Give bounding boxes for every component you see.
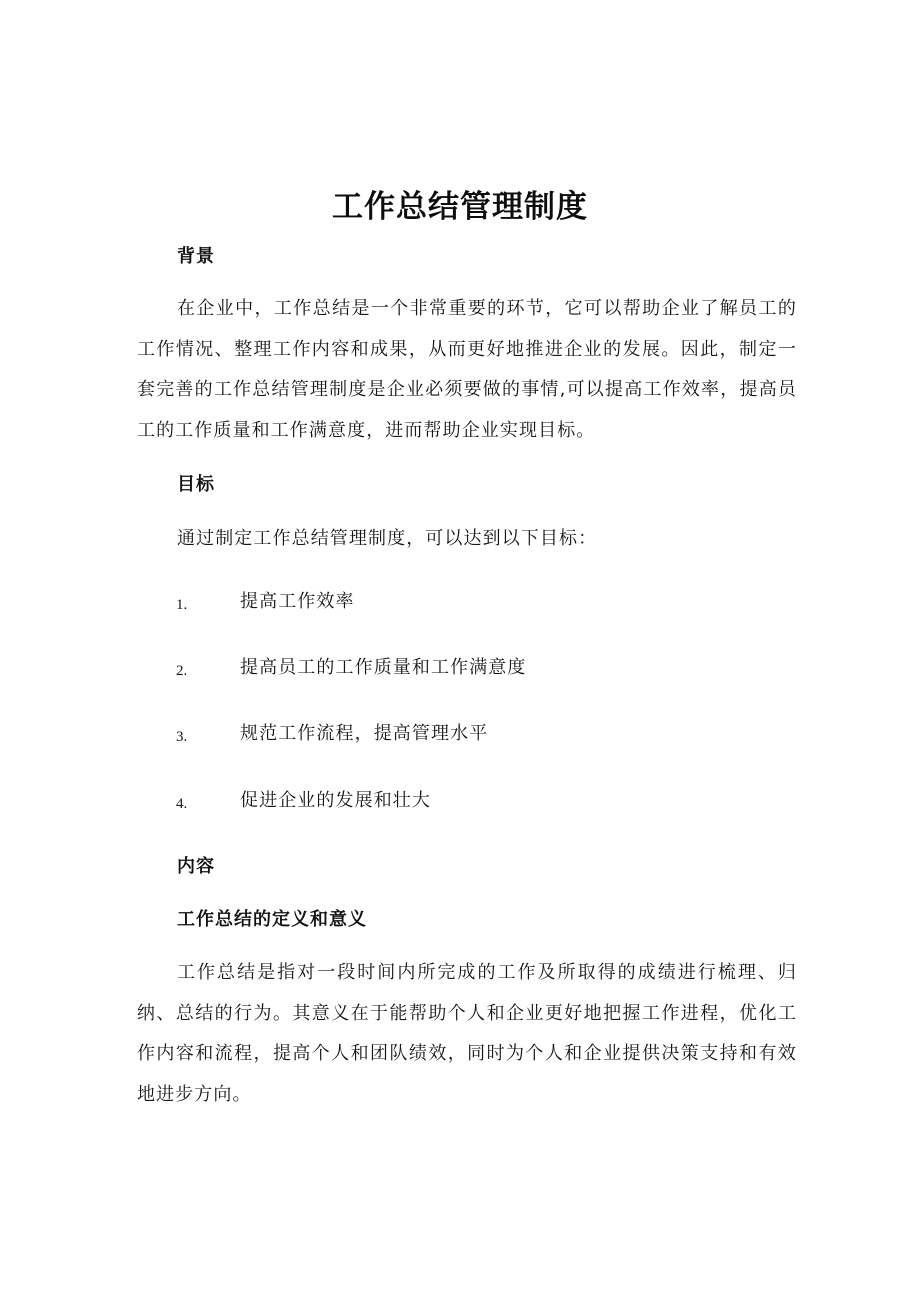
goals-intro: 通过制定工作总结管理制度，可以达到以下目标： xyxy=(177,528,598,549)
list-text: 规范工作流程，提高管理水平 xyxy=(240,723,489,744)
background-paragraph: 在企业中，工作总结是一个非常重要的环节，它可以帮助企业了解员工的工作情况、整理工作内容和成果，从而更好地推进企业的发展。因此，制定一套完善的工作总结管理制度是企业必须要做的事情,可以提高工作效率，提高员工的工作质量和工作满意度，进而帮助企业实现目标。 xyxy=(137,298,797,441)
subsection-heading-definition: 工作总结的定义和意义 xyxy=(177,909,367,930)
definition-paragraph: 工作总结是指对一段时间内所完成的工作及所取得的成绩进行梳理、归纳、总结的行为。其意义在于能帮助个人和企业更好地把握工作进程，优化工作内容和流程，提高个人和团队绩效，同时为个人和企业提供决策支持和有效地进步方向。 xyxy=(137,962,797,1105)
list-text: 提高员工的工作质量和工作满意度 xyxy=(240,657,527,678)
list-number: 1. xyxy=(176,597,188,613)
section-heading-goals: 目标 xyxy=(177,474,215,495)
list-text: 提高工作效率 xyxy=(240,591,355,612)
document-title: 工作总结管理制度 xyxy=(332,189,588,225)
list-number: 3. xyxy=(176,729,188,745)
list-number: 2. xyxy=(176,663,188,679)
section-heading-content: 内容 xyxy=(177,856,215,877)
list-number: 4. xyxy=(176,796,188,812)
section-heading-background: 背景 xyxy=(177,246,215,267)
list-text: 促进企业的发展和壮大 xyxy=(240,790,431,811)
